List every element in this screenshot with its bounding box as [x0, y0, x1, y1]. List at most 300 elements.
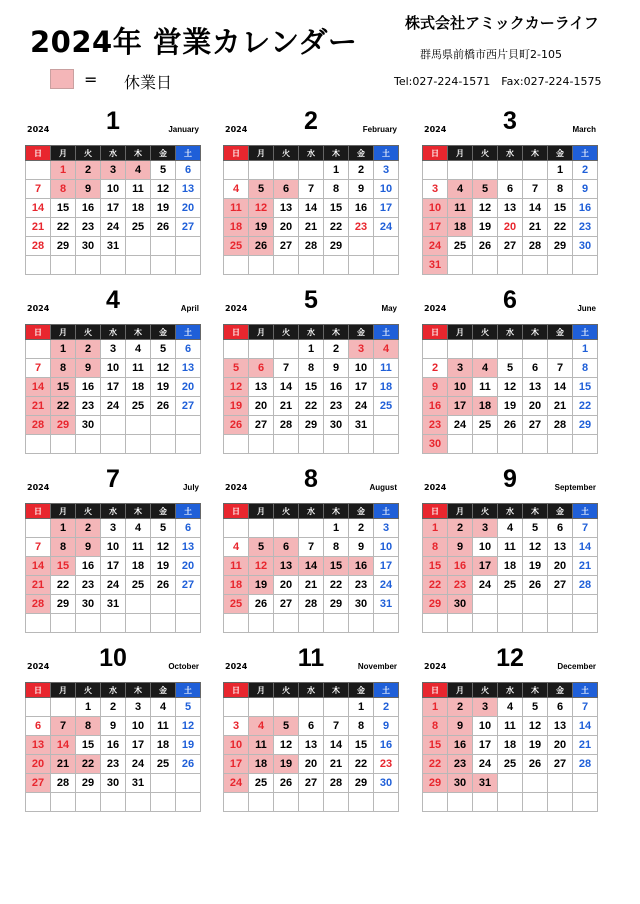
day-cell: 7	[548, 359, 573, 378]
day-cell: 12	[249, 557, 274, 576]
company-name: 株式会社アミックカーライフ	[405, 14, 599, 32]
day-cell: 22	[573, 397, 598, 416]
day-cell: 21	[573, 557, 598, 576]
day-cell: 31	[473, 774, 498, 793]
day-cell	[274, 161, 299, 180]
day-cell	[151, 774, 176, 793]
weekday-header: 月	[448, 325, 473, 340]
day-cell: 10	[101, 359, 126, 378]
day-cell: 11	[126, 538, 151, 557]
weekday-header: 金	[349, 325, 374, 340]
day-cell: 5	[151, 519, 176, 538]
month-year: 2024	[27, 125, 50, 134]
day-cell: 13	[548, 538, 573, 557]
day-cell: 3	[448, 359, 473, 378]
day-cell: 2	[76, 340, 101, 359]
day-cell: 19	[249, 218, 274, 237]
day-cell: 4	[473, 359, 498, 378]
day-cell: 9	[349, 538, 374, 557]
weekday-header: 土	[573, 683, 598, 698]
day-cell	[224, 614, 249, 633]
day-cell: 24	[473, 755, 498, 774]
weekday-header: 月	[51, 146, 76, 161]
day-cell: 25	[224, 237, 249, 256]
day-cell	[548, 256, 573, 275]
day-cell	[249, 698, 274, 717]
company-contact: Tel:027-224-1571 Fax:027-224-1575	[394, 75, 602, 88]
day-cell	[548, 774, 573, 793]
day-cell: 28	[299, 595, 324, 614]
day-cell	[224, 698, 249, 717]
day-cell: 21	[573, 736, 598, 755]
day-cell: 14	[548, 378, 573, 397]
day-cell: 2	[76, 519, 101, 538]
day-cell: 15	[423, 557, 448, 576]
day-cell: 20	[498, 218, 523, 237]
day-cell: 18	[448, 218, 473, 237]
weekday-header: 日	[26, 683, 51, 698]
weekday-header: 土	[176, 504, 201, 519]
day-cell: 5	[151, 161, 176, 180]
day-cell: 6	[274, 180, 299, 199]
day-cell: 17	[423, 218, 448, 237]
day-cell: 24	[374, 218, 399, 237]
month-year: 2024	[27, 304, 50, 313]
day-cell	[448, 161, 473, 180]
day-cell	[51, 793, 76, 812]
day-cell: 28	[51, 774, 76, 793]
day-cell: 3	[101, 340, 126, 359]
day-cell: 16	[448, 736, 473, 755]
day-cell: 17	[101, 378, 126, 397]
day-cell	[498, 774, 523, 793]
day-cell	[51, 256, 76, 275]
weekday-header: 日	[26, 504, 51, 519]
day-cell	[374, 256, 399, 275]
day-cell: 30	[349, 595, 374, 614]
day-cell: 11	[374, 359, 399, 378]
weekday-header: 金	[349, 683, 374, 698]
day-cell: 9	[101, 717, 126, 736]
day-cell: 12	[249, 199, 274, 218]
day-cell: 19	[151, 199, 176, 218]
month-table	[223, 324, 399, 454]
day-cell: 15	[299, 378, 324, 397]
day-cell: 10	[126, 717, 151, 736]
day-cell: 12	[523, 717, 548, 736]
day-cell: 29	[573, 416, 598, 435]
day-cell: 13	[299, 736, 324, 755]
day-cell: 14	[324, 736, 349, 755]
day-cell: 18	[126, 557, 151, 576]
day-cell: 26	[274, 774, 299, 793]
weekday-header: 木	[126, 504, 151, 519]
day-cell	[151, 416, 176, 435]
day-cell	[176, 793, 201, 812]
day-cell: 28	[324, 774, 349, 793]
day-cell: 27	[249, 416, 274, 435]
day-cell: 12	[151, 359, 176, 378]
day-cell: 26	[224, 416, 249, 435]
day-cell: 26	[523, 755, 548, 774]
day-cell: 1	[423, 698, 448, 717]
day-cell: 17	[448, 397, 473, 416]
day-cell: 13	[523, 378, 548, 397]
weekday-header: 火	[473, 325, 498, 340]
day-cell: 12	[498, 378, 523, 397]
day-cell: 7	[26, 359, 51, 378]
day-cell: 29	[324, 595, 349, 614]
day-cell: 23	[324, 397, 349, 416]
day-cell	[548, 435, 573, 454]
day-cell	[349, 793, 374, 812]
day-cell: 6	[249, 359, 274, 378]
day-cell: 17	[126, 736, 151, 755]
day-cell: 8	[423, 717, 448, 736]
day-cell: 22	[51, 397, 76, 416]
day-cell: 20	[299, 755, 324, 774]
day-cell: 25	[126, 218, 151, 237]
day-cell	[26, 256, 51, 275]
day-cell: 5	[498, 359, 523, 378]
month-name: August	[369, 483, 397, 492]
day-cell: 5	[176, 698, 201, 717]
day-cell: 3	[224, 717, 249, 736]
day-cell: 20	[274, 218, 299, 237]
day-cell: 29	[51, 595, 76, 614]
weekday-header: 金	[151, 683, 176, 698]
weekday-header: 水	[498, 325, 523, 340]
weekday-header: 金	[548, 325, 573, 340]
day-cell: 23	[76, 397, 101, 416]
day-cell: 13	[176, 180, 201, 199]
month-table	[25, 145, 201, 275]
weekday-header: 火	[473, 683, 498, 698]
day-cell	[548, 614, 573, 633]
day-cell	[274, 435, 299, 454]
month-table	[223, 145, 399, 275]
day-cell: 19	[151, 557, 176, 576]
weekday-header: 水	[299, 504, 324, 519]
day-cell: 22	[76, 755, 101, 774]
day-cell: 18	[126, 378, 151, 397]
day-cell	[299, 519, 324, 538]
day-cell: 26	[498, 416, 523, 435]
weekday-header: 木	[523, 504, 548, 519]
day-cell: 1	[548, 161, 573, 180]
day-cell: 16	[101, 736, 126, 755]
day-cell: 23	[374, 755, 399, 774]
weekday-header: 日	[423, 683, 448, 698]
weekday-header: 火	[76, 504, 101, 519]
day-cell: 5	[274, 717, 299, 736]
day-cell	[274, 256, 299, 275]
weekday-header: 木	[126, 146, 151, 161]
day-cell	[224, 519, 249, 538]
day-cell: 28	[26, 595, 51, 614]
day-cell: 14	[51, 736, 76, 755]
weekday-header: 水	[101, 504, 126, 519]
day-cell: 4	[374, 340, 399, 359]
day-cell: 27	[498, 237, 523, 256]
day-cell: 13	[249, 378, 274, 397]
day-cell: 3	[101, 161, 126, 180]
weekday-header: 土	[176, 146, 201, 161]
day-cell: 25	[126, 397, 151, 416]
weekday-header: 土	[374, 325, 399, 340]
weekday-header: 月	[51, 683, 76, 698]
weekday-header: 金	[548, 504, 573, 519]
weekday-header: 土	[573, 325, 598, 340]
day-cell: 23	[448, 755, 473, 774]
day-cell: 15	[76, 736, 101, 755]
day-cell: 30	[324, 416, 349, 435]
day-cell: 30	[423, 435, 448, 454]
day-cell: 10	[224, 736, 249, 755]
day-cell: 29	[51, 237, 76, 256]
day-cell: 21	[26, 397, 51, 416]
day-cell: 26	[151, 218, 176, 237]
month-number: 9	[503, 465, 517, 493]
day-cell: 11	[498, 538, 523, 557]
month-name: January	[168, 125, 199, 134]
day-cell	[176, 595, 201, 614]
day-cell: 24	[224, 774, 249, 793]
day-cell: 18	[224, 576, 249, 595]
day-cell: 20	[548, 736, 573, 755]
day-cell: 20	[274, 576, 299, 595]
weekday-header: 月	[448, 504, 473, 519]
day-cell: 8	[51, 180, 76, 199]
day-cell: 9	[349, 180, 374, 199]
day-cell	[126, 595, 151, 614]
day-cell	[498, 340, 523, 359]
day-cell: 8	[76, 717, 101, 736]
day-cell	[374, 416, 399, 435]
day-cell: 28	[573, 755, 598, 774]
day-cell	[448, 435, 473, 454]
day-cell	[349, 435, 374, 454]
day-cell: 29	[76, 774, 101, 793]
day-cell: 14	[299, 199, 324, 218]
day-cell: 26	[249, 237, 274, 256]
month-may	[223, 286, 399, 454]
day-cell: 7	[51, 717, 76, 736]
day-cell: 31	[126, 774, 151, 793]
day-cell	[51, 614, 76, 633]
weekday-header: 日	[26, 146, 51, 161]
day-cell: 21	[299, 576, 324, 595]
day-cell: 2	[423, 359, 448, 378]
day-cell	[101, 256, 126, 275]
day-cell: 16	[573, 199, 598, 218]
day-cell	[224, 340, 249, 359]
weekday-header: 木	[324, 146, 349, 161]
day-cell	[249, 256, 274, 275]
day-cell: 18	[498, 736, 523, 755]
day-cell: 26	[151, 576, 176, 595]
day-cell	[101, 614, 126, 633]
day-cell: 6	[176, 161, 201, 180]
day-cell: 23	[76, 218, 101, 237]
day-cell: 27	[523, 416, 548, 435]
day-cell	[299, 614, 324, 633]
day-cell: 15	[324, 199, 349, 218]
month-table	[223, 682, 399, 812]
day-cell	[523, 614, 548, 633]
day-cell: 25	[374, 397, 399, 416]
day-cell: 18	[224, 218, 249, 237]
day-cell: 16	[423, 397, 448, 416]
day-cell: 8	[324, 538, 349, 557]
day-cell: 27	[26, 774, 51, 793]
day-cell: 27	[274, 237, 299, 256]
day-cell: 3	[473, 698, 498, 717]
day-cell: 22	[299, 397, 324, 416]
day-cell	[573, 595, 598, 614]
day-cell: 13	[176, 538, 201, 557]
day-cell: 27	[176, 218, 201, 237]
day-cell	[498, 435, 523, 454]
month-number: 12	[496, 644, 524, 672]
day-cell	[249, 614, 274, 633]
day-cell: 29	[423, 595, 448, 614]
day-cell: 14	[274, 378, 299, 397]
month-table	[422, 145, 598, 275]
day-cell: 15	[548, 199, 573, 218]
legend-label: 休業日	[124, 73, 173, 92]
month-table	[422, 503, 598, 633]
day-cell: 24	[101, 218, 126, 237]
day-cell	[573, 256, 598, 275]
month-number: 1	[106, 107, 120, 135]
day-cell: 29	[51, 416, 76, 435]
day-cell: 20	[176, 199, 201, 218]
day-cell: 1	[51, 340, 76, 359]
weekday-header: 月	[249, 683, 274, 698]
day-cell	[349, 614, 374, 633]
month-june	[422, 286, 598, 454]
weekday-header: 月	[448, 146, 473, 161]
day-cell: 8	[324, 180, 349, 199]
day-cell	[151, 614, 176, 633]
month-name: April	[180, 304, 199, 313]
day-cell: 16	[374, 736, 399, 755]
weekday-header: 月	[448, 683, 473, 698]
weekday-header: 金	[349, 504, 374, 519]
day-cell: 2	[349, 161, 374, 180]
weekday-header: 金	[548, 683, 573, 698]
day-cell: 3	[126, 698, 151, 717]
day-cell	[548, 340, 573, 359]
day-cell: 23	[423, 416, 448, 435]
day-cell: 7	[324, 717, 349, 736]
weekday-header: 水	[498, 146, 523, 161]
day-cell	[299, 256, 324, 275]
day-cell	[126, 237, 151, 256]
day-cell	[498, 256, 523, 275]
day-cell: 22	[51, 576, 76, 595]
day-cell: 28	[573, 576, 598, 595]
day-cell: 23	[573, 218, 598, 237]
day-cell: 13	[26, 736, 51, 755]
day-cell: 4	[249, 717, 274, 736]
day-cell: 22	[548, 218, 573, 237]
day-cell	[76, 256, 101, 275]
day-cell: 5	[249, 180, 274, 199]
weekday-header: 水	[101, 146, 126, 161]
month-name: March	[572, 125, 596, 134]
weekday-header: 水	[299, 325, 324, 340]
day-cell: 2	[374, 698, 399, 717]
weekday-header: 火	[76, 325, 101, 340]
day-cell: 14	[26, 378, 51, 397]
day-cell: 29	[548, 237, 573, 256]
weekday-header: 金	[151, 325, 176, 340]
day-cell: 17	[473, 736, 498, 755]
day-cell: 18	[126, 199, 151, 218]
weekday-header: 土	[176, 325, 201, 340]
day-cell	[101, 435, 126, 454]
day-cell: 19	[249, 576, 274, 595]
day-cell: 15	[51, 557, 76, 576]
day-cell	[423, 161, 448, 180]
day-cell	[374, 435, 399, 454]
day-cell: 7	[523, 180, 548, 199]
day-cell: 19	[224, 397, 249, 416]
day-cell: 6	[548, 519, 573, 538]
day-cell: 28	[26, 237, 51, 256]
day-cell: 22	[324, 218, 349, 237]
day-cell: 8	[51, 359, 76, 378]
day-cell	[374, 614, 399, 633]
day-cell: 26	[473, 237, 498, 256]
day-cell	[249, 340, 274, 359]
day-cell	[473, 161, 498, 180]
day-cell: 13	[548, 717, 573, 736]
weekday-header: 月	[249, 504, 274, 519]
day-cell: 30	[76, 595, 101, 614]
day-cell: 24	[126, 755, 151, 774]
day-cell	[548, 595, 573, 614]
day-cell: 10	[374, 538, 399, 557]
day-cell: 14	[523, 199, 548, 218]
day-cell	[224, 793, 249, 812]
day-cell: 7	[573, 519, 598, 538]
month-number: 3	[503, 107, 517, 135]
day-cell: 24	[101, 576, 126, 595]
day-cell: 9	[374, 717, 399, 736]
month-year: 2024	[225, 483, 248, 492]
day-cell	[51, 435, 76, 454]
day-cell: 9	[573, 180, 598, 199]
day-cell: 2	[76, 161, 101, 180]
day-cell	[249, 793, 274, 812]
day-cell	[498, 595, 523, 614]
day-cell: 15	[51, 199, 76, 218]
day-cell	[299, 793, 324, 812]
day-cell	[324, 435, 349, 454]
month-november	[223, 644, 399, 812]
day-cell: 5	[523, 519, 548, 538]
day-cell: 12	[473, 199, 498, 218]
day-cell: 30	[374, 774, 399, 793]
closed-day-swatch	[50, 69, 74, 89]
weekday-header: 土	[374, 504, 399, 519]
day-cell: 16	[349, 199, 374, 218]
company-address: 群馬県前橋市西片貝町2-105	[420, 48, 562, 61]
day-cell: 4	[126, 519, 151, 538]
